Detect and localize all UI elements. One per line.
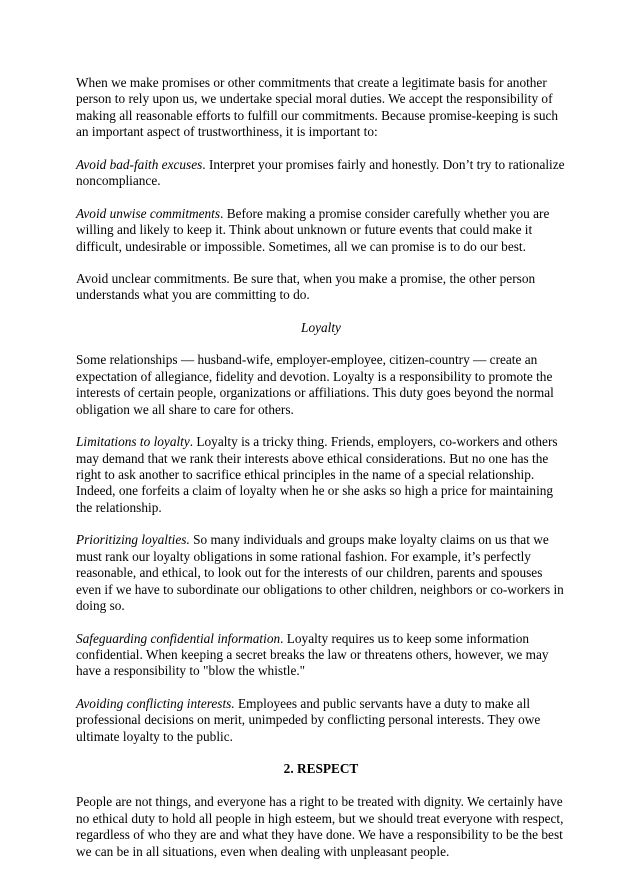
- bad-faith-lead: Avoid bad-faith excuses: [76, 156, 203, 172]
- paragraph-relationships: Some relationships — husband-wife, employer-employee, citizen-country — create an expectation of allegiance, fidelity and devotion. Loyalty is a responsibility to promote the interests of certain people, organizations or affiliations. This duty goes beyond the normal obligation we all share to care for others.: [76, 352, 554, 417]
- unwise-lead: Avoid unwise commitments: [76, 205, 221, 221]
- paragraph-conflicting: [76, 696, 566, 745]
- safeguarding-lead: Safeguarding confidential information: [76, 630, 281, 646]
- paragraph-limitations: [76, 434, 566, 516]
- conflicting-lead: Avoiding conflicting interests.: [76, 696, 235, 712]
- safeguarding-body: . Loyalty requires us to keep some information confidential. When keeping a secret breaks the law or threatens others, however, we may have a responsibility to "blow the whistle.": [76, 630, 549, 679]
- paragraph-intro: When we make promises or other commitments that create a legitimate basis for another person to rely upon us, we undertake special moral duties. We accept the responsibility of making all reasonable efforts to fulfill our commitments. Because promise-keeping is such an important aspect of trustworthiness, it is important to:: [76, 75, 559, 140]
- prioritizing-lead: Prioritizing loyalties.: [76, 532, 190, 548]
- respect-heading: 2. RESPECT: [283, 761, 359, 777]
- paragraph-unwise: [76, 206, 566, 255]
- paragraph-prioritizing: [76, 532, 566, 614]
- prioritizing-body: So many individuals and groups make loyalty claims on us that we must rank our loyalty obligations in some rational fashion. For example, it’s perfectly reasonable, and ethical, to look out for the interests of our children, parents and spouses even if we have to subordinate our obligations to other children, neighbors or co-workers in doing so.: [76, 532, 564, 614]
- limitations-body: . Loyalty is a tricky thing. Friends, employers, co-workers and others may demand that we rank their interests above ethical considerations. But no one has the right to ask another to sacrifice ethical principles in the name of a special relationship. Indeed, one forfeits a claim of loyalty when he or she asks so high a price for maintaining the relationship.: [76, 434, 558, 515]
- limitations-lead: Limitations to loyalty: [76, 434, 190, 450]
- loyalty-heading: Loyalty: [301, 319, 341, 335]
- conflicting-body: Employees and public servants have a duty to make all professional decisions on merit, unimpeded by conflicting personal interests. They owe ultimate loyalty to the public.: [76, 696, 541, 744]
- document-page: [76, 75, 566, 876]
- unwise-body: . Before making a promise consider carefully whether you are willing and likely to keep it. Think about unknown or future events that could make it difficult, undesirable or impossible. Sometimes, all we can promise is to do our best.: [76, 205, 550, 254]
- bad-faith-body: . Interpret your promises fairly and honestly. Don’t try to rationalize noncompliance.: [76, 156, 565, 189]
- paragraph-unclear: Avoid unclear commitments. Be sure that, when you make a promise, the other person understands what you are committing to do.: [76, 270, 536, 303]
- paragraph-respect: People are not things, and everyone has a right to be treated with dignity. We certainly have no ethical duty to hold all people in high esteem, but we should treat everyone with respect, regardless of who they are and what they have done. We have a responsibility to be the best we can be in all situations, even when dealing with unpleasant people.: [76, 794, 564, 859]
- paragraph-bad-faith: [76, 157, 566, 190]
- paragraph-safeguarding: [76, 631, 566, 680]
